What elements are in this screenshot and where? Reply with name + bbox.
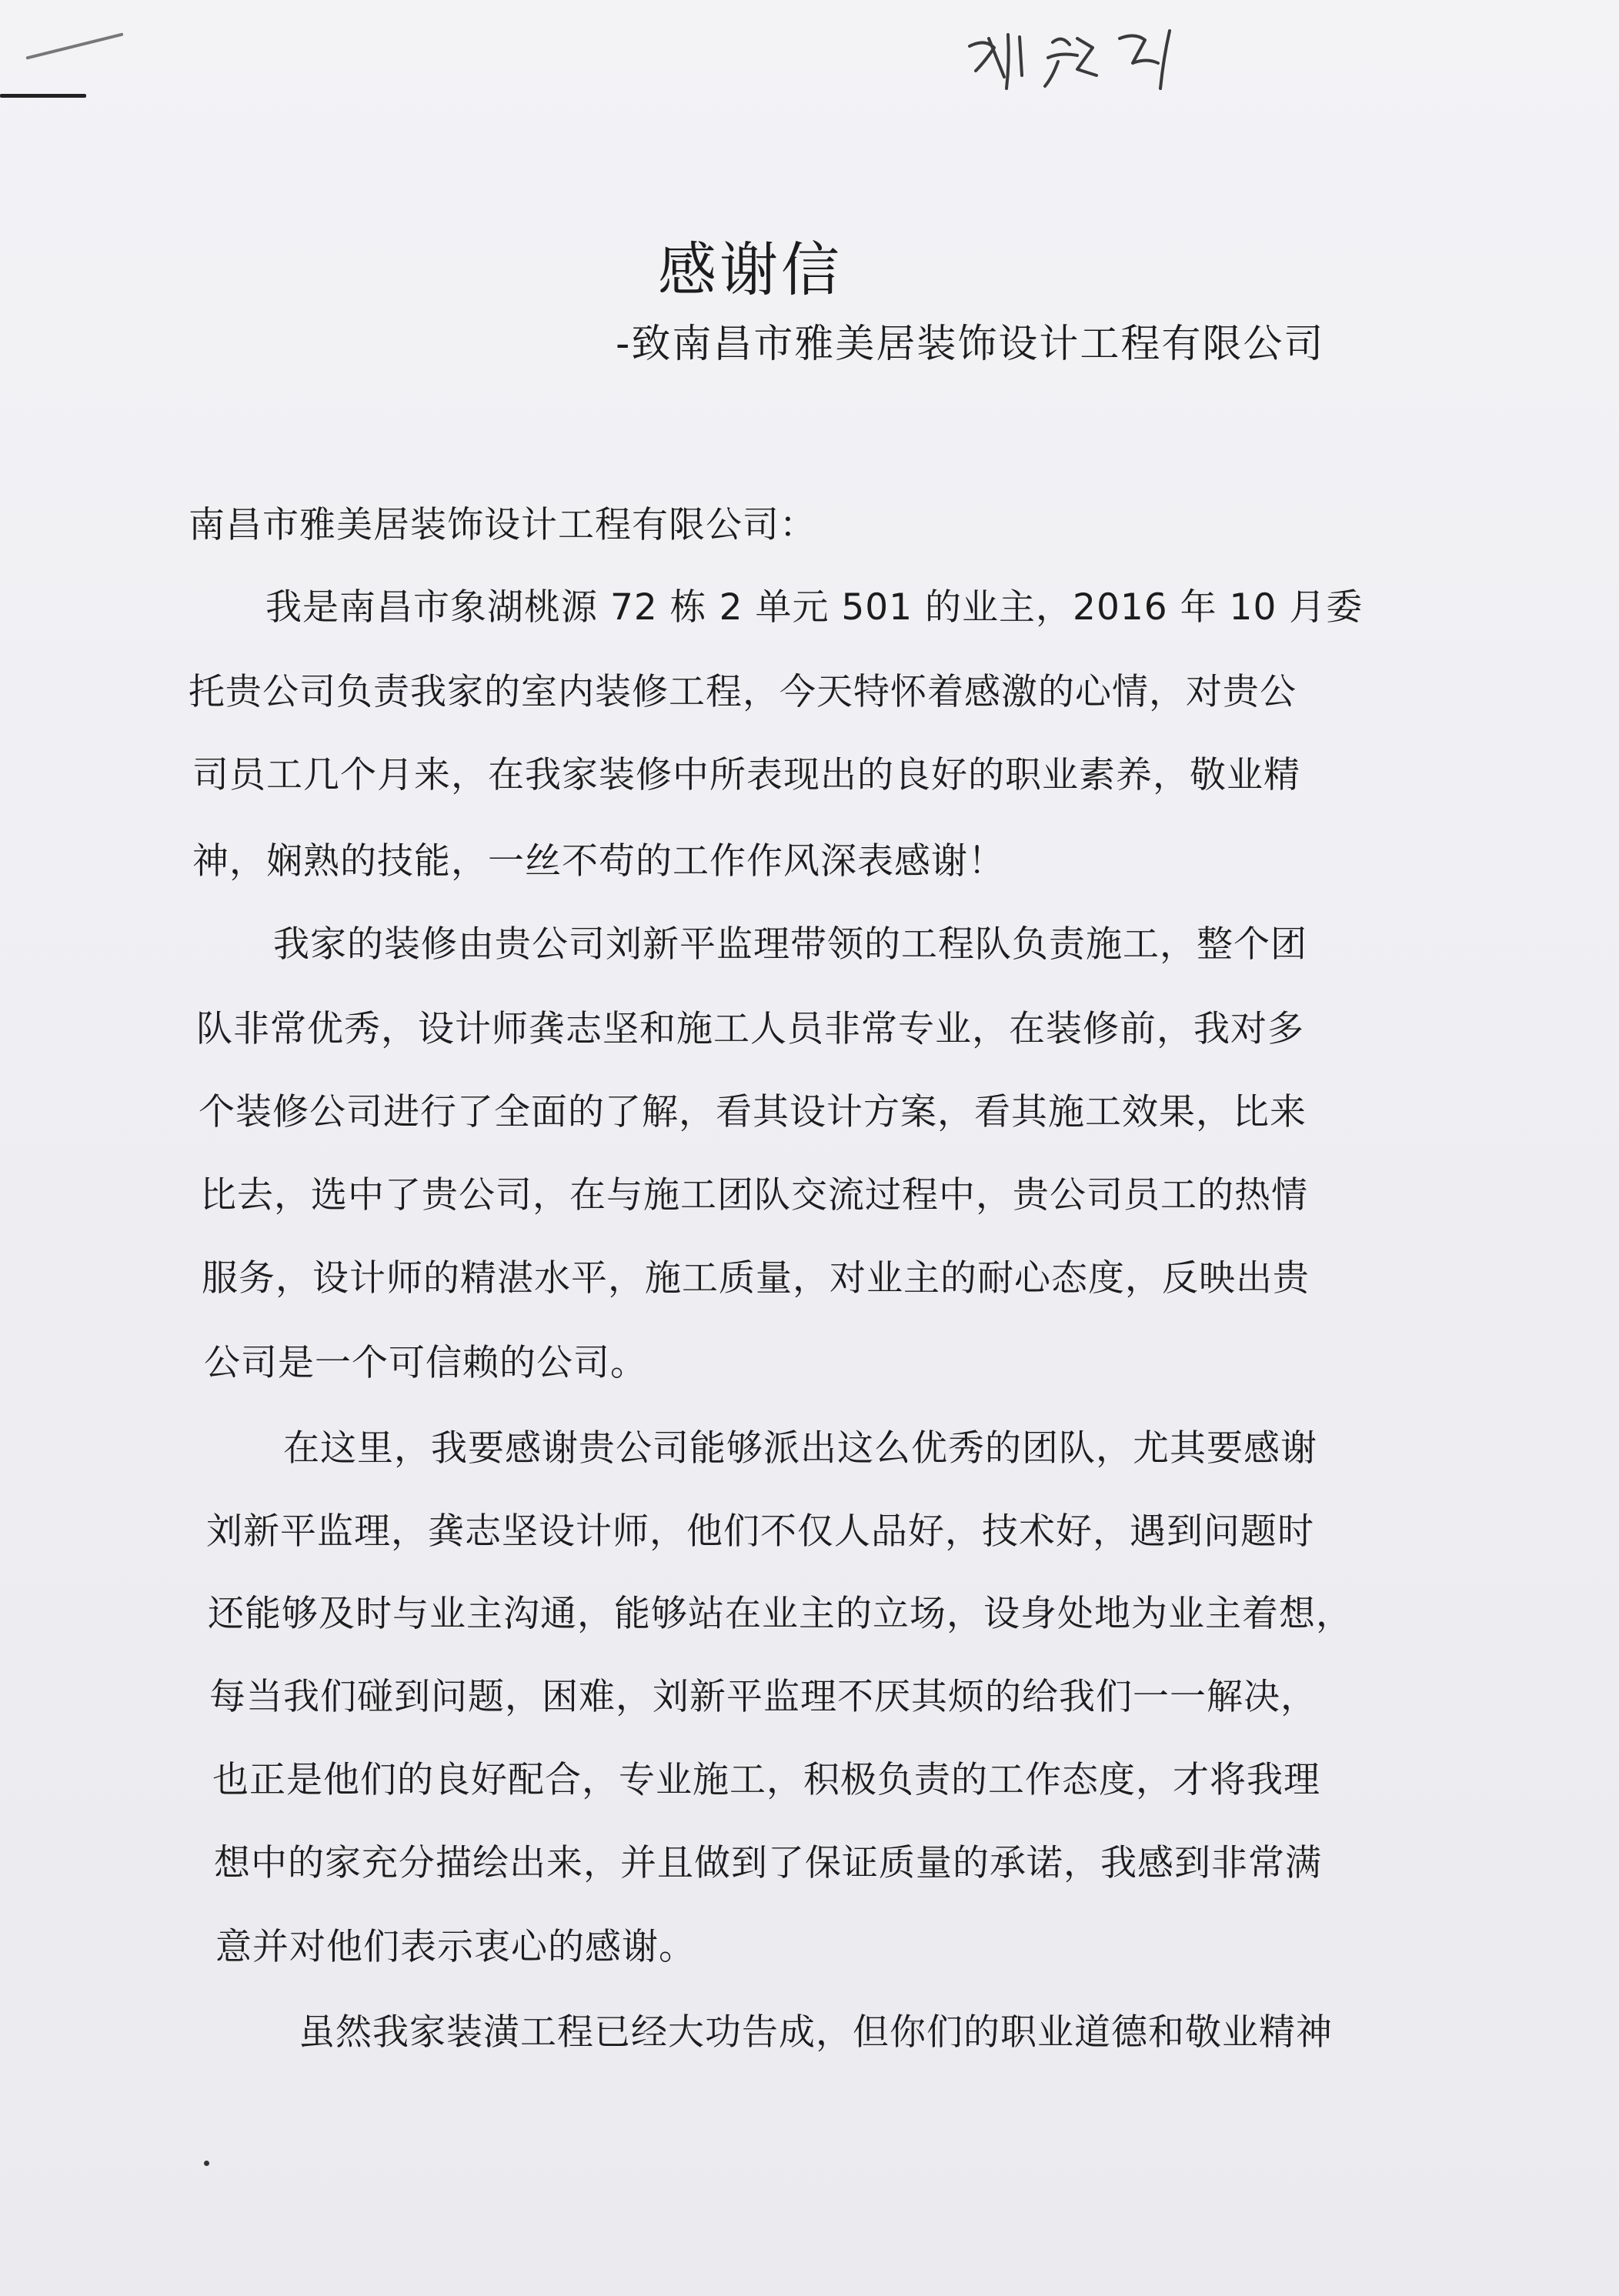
body-line: 个装修公司进行了全面的了解，看其设计方案，看其施工效果，比来: [199, 1091, 1307, 1133]
body-line: 司员工几个月来，在我家装修中所表现出的良好的职业素养，敬业精: [192, 754, 1300, 796]
body-line: 在这里，我要感谢贵公司能够派出这么优秀的团队，尤其要感谢: [283, 1427, 1317, 1470]
body-line: 刘新平监理，龚志坚设计师，他们不仅人品好，技术好，遇到问题时: [206, 1510, 1314, 1553]
body-line: 服务，设计师的精湛水平，施工质量，对业主的耐心态度，反映出贵: [202, 1257, 1310, 1300]
corner-pen-mark: [0, 94, 86, 98]
body-line: 我家的装修由贵公司刘新平监理带领的工程队负责施工，整个团: [273, 923, 1307, 966]
body-line: 也正是他们的良好配合，专业施工，积极负责的工作态度，才将我理: [212, 1759, 1320, 1801]
body-line: 每当我们碰到问题，困难，刘新平监理不厌其烦的给我们一一解决，: [209, 1676, 1317, 1718]
body-line: 我是南昌市象湖桃源 72 栋 2 单元 501 的业主，2016 年 10 月委: [265, 586, 1364, 629]
body-line: 神，娴熟的技能，一丝不苟的工作作风深表感谢！: [192, 840, 1005, 883]
body-line: 队非常优秀，设计师龚志坚和施工人员非常专业，在装修前，我对多: [196, 1008, 1304, 1050]
body-line: 虽然我家装潢工程已经大功告成，但你们的职业道德和敬业精神: [299, 2011, 1333, 2054]
body-line: 比去，选中了贵公司，在与施工团队交流过程中，贵公司员工的热情: [200, 1174, 1308, 1216]
body-line: 想中的家充分描绘出来，并且做到了保证质量的承诺，我感到非常满: [214, 1842, 1322, 1884]
body-line: 公司是一个可信赖的公司。: [204, 1342, 647, 1384]
body-line: 托贵公司负责我家的室内装修工程，今天特怀着感激的心情，对贵公: [189, 671, 1297, 713]
ink-dot: [204, 2161, 209, 2166]
letter-recipient-subtitle: -致南昌市雅美居装饰设计工程有限公司: [616, 322, 1325, 367]
body-line: 还能够及时与业主沟通，能够站在业主的立场，设身处地为业主着想，: [208, 1593, 1353, 1635]
handwritten-signature: [962, 15, 1193, 100]
body-line: 意并对他们表示衷心的感谢。: [215, 1926, 696, 1968]
letter-title: 感谢信: [658, 235, 843, 304]
letter-salutation: 南昌市雅美居装饰设计工程有限公司：: [189, 504, 816, 546]
corner-pen-mark: [25, 32, 123, 59]
